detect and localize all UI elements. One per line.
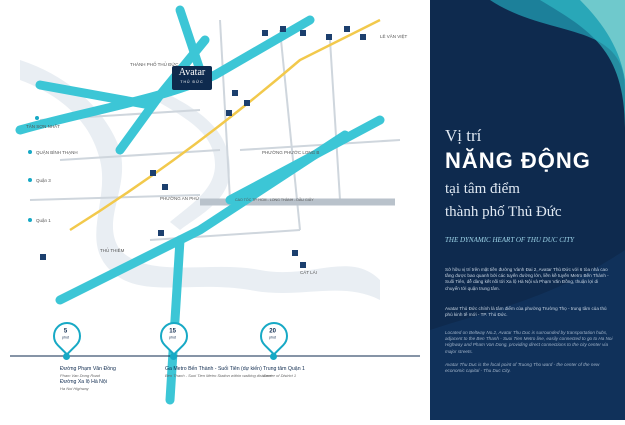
stop-3-bubble: 20 phút bbox=[254, 316, 294, 356]
paragraph-vi-2: Avatar Thủ Đức chính là tâm điểm của phường Trường Thọ - trung tâm của thủ phủ kinh tế mới - TP. Thủ Đức. bbox=[445, 306, 607, 318]
stop-3-text: Trung tâm Quận 1 Center of District 1 bbox=[263, 366, 305, 378]
title-line-1: Vị trí bbox=[445, 126, 482, 145]
district-label-cat-lai: CÁT LÁI bbox=[300, 270, 317, 275]
expressway-label: CAO TỐC TP. HCM - LONG THÀNH - DẦU GIÂY bbox=[235, 198, 314, 202]
logo-sub: THỦ ĐỨC bbox=[180, 80, 204, 84]
paragraph-vi-1: Sở hữu vị trí trên mặt tiền đường Vành Đai 2, Avatar Thủ Đức với 6 tòa nhà cao tầng được bao quanh bởi các tuyến đường lớn, liền kề tuyến Metro Bến Thành - Suối Tiên, dễ dàng kết nối tới Xa lộ Hà Nội và Phạm Văn Đồng, thuận lợi di chuyển tới quận trung tâm. bbox=[445, 267, 609, 291]
district-label-thu-duc: THÀNH PHỐ THỦ ĐỨC bbox=[130, 62, 179, 67]
stop-2-text: Ga Metro Bến Thành - Suối Tiên (dự kiến) Ben Thanh - Suoi Tien Metro Station within walking distance bbox=[165, 366, 272, 378]
subtitle-en: THE DYNAMIC HEART OF THU DUC CITY bbox=[445, 236, 574, 244]
paragraph-en-2: Avatar Thu Duc is the focal point of Truong Tho ward - the center of the new economic capital - Thu Duc City. bbox=[445, 362, 600, 374]
stop-3-dot bbox=[270, 353, 277, 360]
stop-1-text: Đường Phạm Văn Đồng Pham Van Dong Road Đường Xa lộ Hà Nội Ha Noi Highway bbox=[60, 366, 116, 391]
title-line-3: tại tâm điểm bbox=[445, 181, 520, 197]
district-label-q3: Quận 3 bbox=[36, 178, 51, 183]
district-label-binh-thanh: QUẬN BÌNH THẠNH bbox=[36, 150, 78, 155]
stop-1-dot bbox=[63, 353, 70, 360]
logo-name: Avatar bbox=[178, 67, 206, 78]
district-label-q1: Quận 1 bbox=[36, 218, 51, 223]
district-label-le-van-viet: LÊ VĂN VIỆT bbox=[380, 34, 408, 39]
stop-2-dot bbox=[170, 353, 177, 360]
paragraph-en-1: Located on Beltway No.2, Avatar Thu Duc is surrounded by transportation hubs, adjacent to the Ben Thanh - Suoi Tien Metro line, easily connected to go to Ha Noi Highway and Pham Van Dong, providing direct connections to the city center via major streets. bbox=[445, 330, 613, 354]
district-label-an-phu: PHƯỜNG AN PHÚ bbox=[160, 196, 199, 201]
stop-1-bubble: 5 phút bbox=[47, 316, 87, 356]
avatar-logo bbox=[172, 66, 212, 90]
title-line-2: NĂNG ĐỘNG bbox=[445, 148, 591, 173]
title-line-4: thành phố Thủ Đức bbox=[445, 204, 562, 220]
district-label-phuoc-long-b: PHƯỜNG PHƯỚC LONG B bbox=[262, 150, 320, 155]
district-label-tan-son-nhat: TÂN SƠN NHẤT bbox=[26, 124, 60, 129]
district-label-thu-thiem: THỦ THIÊM bbox=[100, 248, 125, 253]
stop-2-bubble: 15 phút bbox=[154, 316, 194, 356]
